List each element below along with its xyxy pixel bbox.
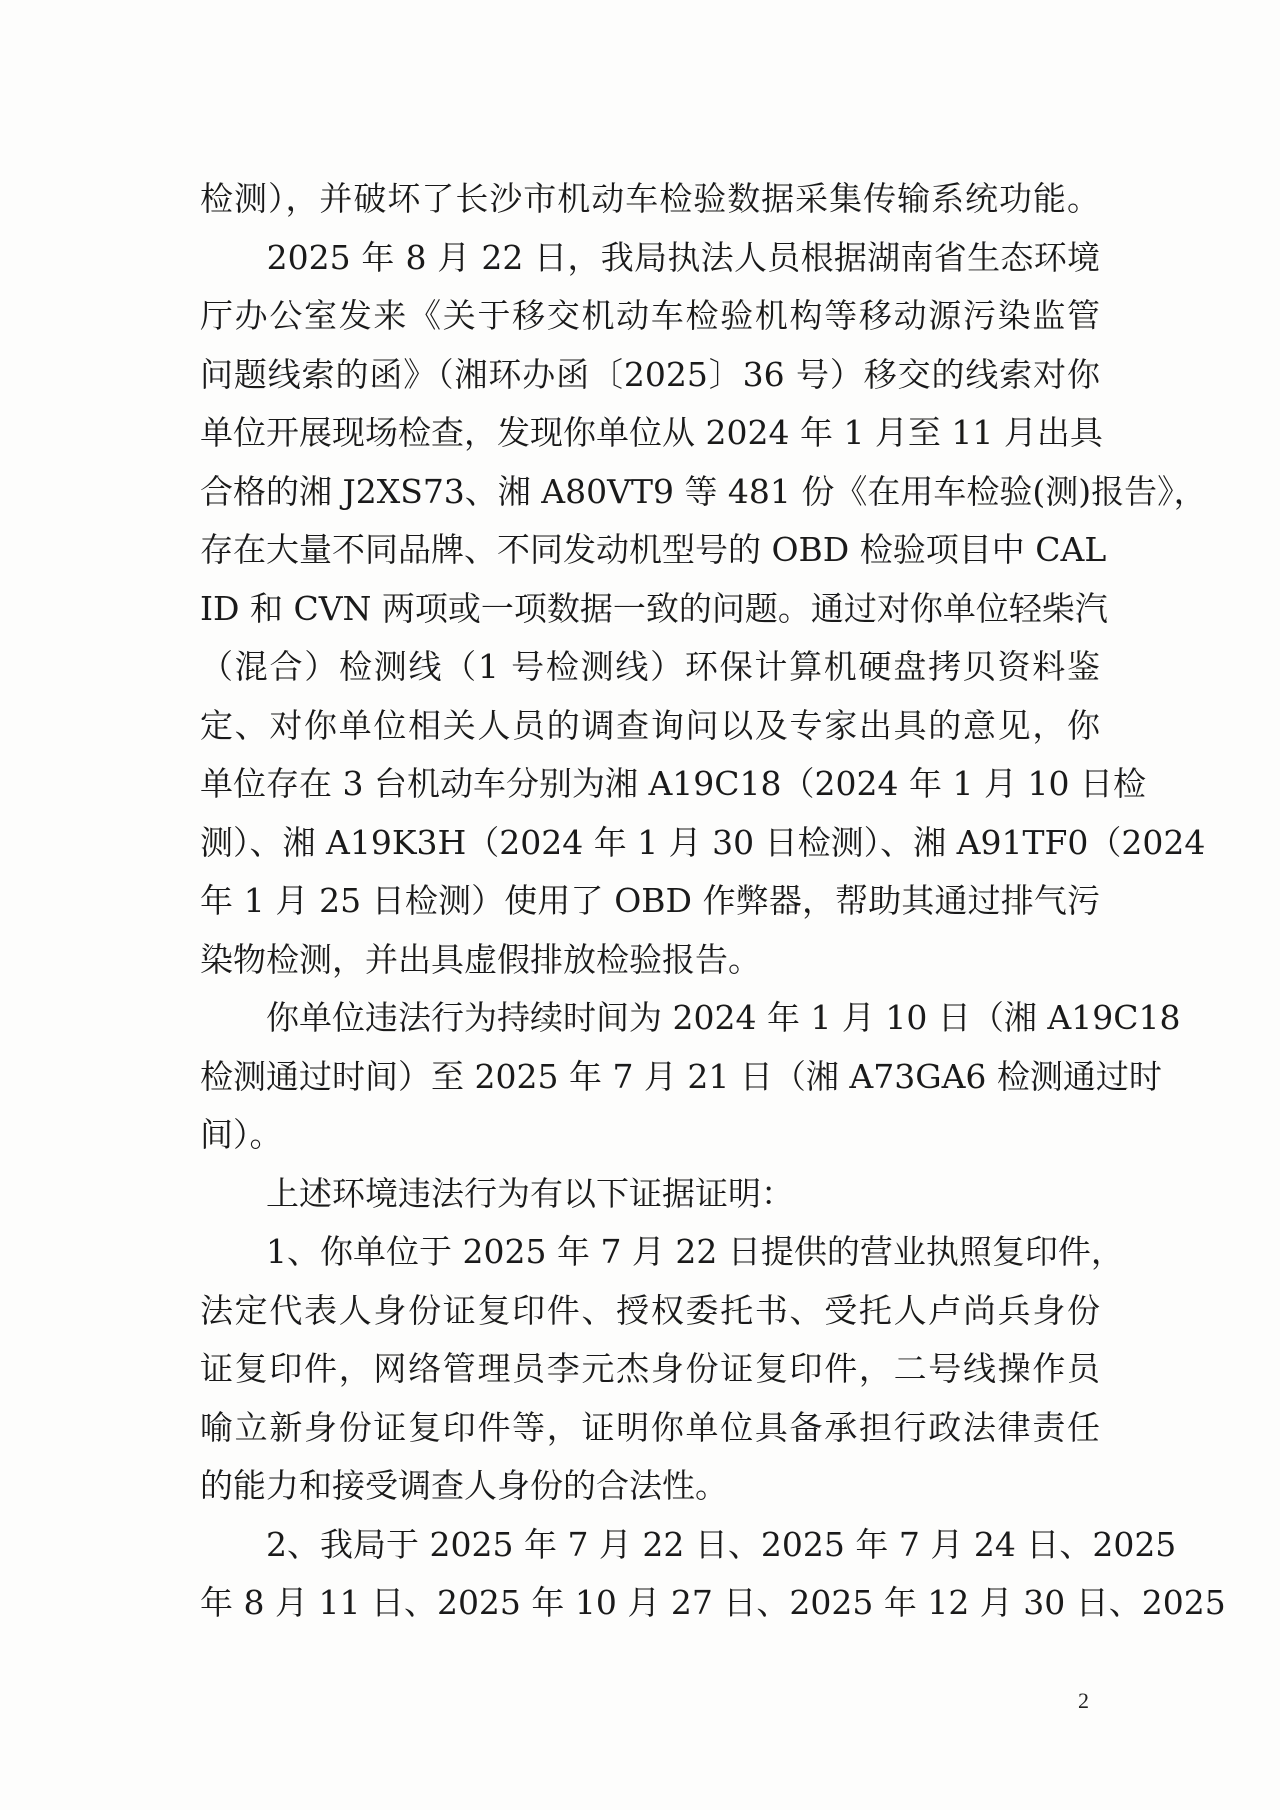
text-line: ID 和 CVN 两项或一项数据一致的问题。通过对你单位轻柴汽: [200, 588, 1108, 628]
text-line: 年 8 月 11 日、2025 年 10 月 27 日、2025 年 12 月 30 日、2025: [200, 1583, 1226, 1622]
text-line: 测）、湘 A19K3H（2024 年 1 月 30 日检测）、湘 A91TF0（2024: [200, 822, 1206, 862]
text-line: 定、对你单位相关人员的调查询问以及专家出具的意见，你: [200, 705, 1100, 745]
text-line: 单位开展现场检查，发现你单位从 2024 年 1 月至 11 月出具: [200, 413, 1103, 452]
text-line: 合格的湘 J2XS73、湘 A80VT9 等 481 份《在用车检验(测)报告》，: [200, 471, 1207, 511]
text-line: 问题线索的函》（湘环办函〔2025〕36 号）移交的线索对你: [200, 354, 1100, 394]
text-line: 喻立新身份证复印件等，证明你单位具备承担行政法律责任: [200, 1407, 1100, 1447]
text-line: 间）。: [200, 1115, 283, 1154]
text-line: 1、你单位于 2025 年 7 月 22 日提供的营业执照复印件，: [200, 1232, 1124, 1271]
text-line: 年 1 月 25 日检测）使用了 OBD 作弊器，帮助其通过排气污: [200, 881, 1100, 920]
document-body: [200, 170, 1226, 1633]
text-line: 2025 年 8 月 22 日，我局执法人员根据湖南省生态环境: [200, 237, 1100, 277]
text-line: （混合）检测线（1 号检测线）环保计算机硬盘拷贝资料鉴: [200, 647, 1100, 686]
text-line: 染物检测，并出具虚假排放检验报告。: [200, 939, 761, 979]
text-line: 你单位违法行为持续时间为 2024 年 1 月 10 日（湘 A19C18: [200, 998, 1181, 1037]
text-line: 的能力和接受调查人身份的合法性。: [200, 1466, 728, 1505]
text-line: 检测），并破坏了长沙市机动车检验数据采集传输系统功能。: [200, 179, 1100, 218]
text-line: 2、我局于 2025 年 7 月 22 日、2025 年 7 月 24 日、2025: [200, 1524, 1177, 1564]
page-number: 2: [1078, 1688, 1089, 1713]
text-line: 上述环境违法行为有以下证据证明：: [200, 1173, 794, 1213]
text-line: 法定代表人身份证复印件、授权委托书、受托人卢尚兵身份: [200, 1290, 1100, 1330]
text-line: 存在大量不同品牌、不同发动机型号的 OBD 检验项目中 CAL: [200, 530, 1107, 569]
text-line: 检测通过时间）至 2025 年 7 月 21 日（湘 A73GA6 检测通过时: [200, 1056, 1162, 1096]
text-line: 证复印件，网络管理员李元杰身份证复印件，二号线操作员: [200, 1349, 1100, 1388]
text-line: 厅办公室发来《关于移交机动车检验机构等移动源污染监管: [200, 296, 1100, 335]
text-line: 单位存在 3 台机动车分别为湘 A19C18（2024 年 1 月 10 日检: [200, 764, 1146, 803]
